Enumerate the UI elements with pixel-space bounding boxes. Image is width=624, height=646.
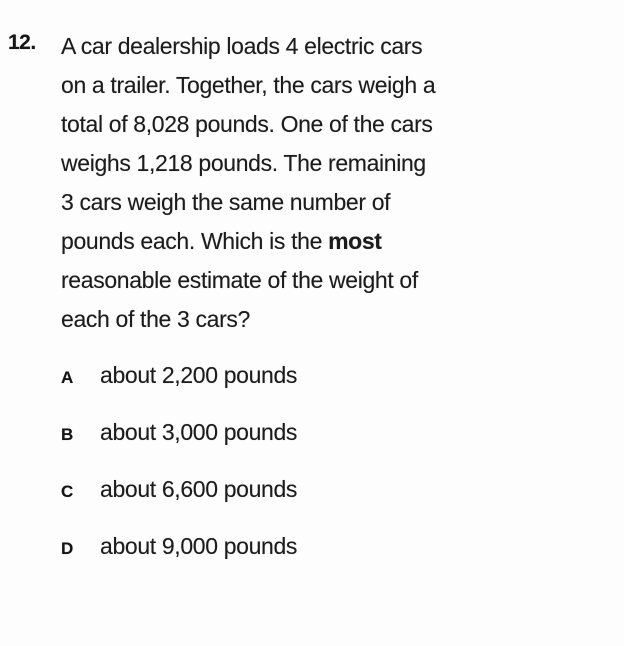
answer-choices bbox=[61, 362, 297, 590]
question-line-2: on a trailer. Together, the cars weigh a bbox=[61, 72, 436, 98]
choice-a bbox=[61, 362, 297, 391]
question-line-4: weighs 1,218 pounds. The remaining bbox=[61, 150, 426, 176]
choice-c-text: about 6,600 pounds bbox=[100, 476, 298, 502]
choice-a-text: about 2,200 pounds bbox=[100, 362, 298, 388]
question-bold-word: most bbox=[328, 228, 382, 254]
question-line-1: A car dealership loads 4 electric cars bbox=[61, 33, 423, 59]
choice-c-letter: C bbox=[61, 482, 74, 501]
question-line-5: 3 cars weigh the same number of bbox=[61, 189, 391, 215]
choice-b-letter: B bbox=[61, 425, 74, 444]
question-line-3: total of 8,028 pounds. One of the cars bbox=[61, 111, 433, 137]
choice-d-letter: D bbox=[61, 539, 74, 558]
choice-c bbox=[61, 476, 297, 505]
choice-d-text: about 9,000 pounds bbox=[100, 533, 298, 559]
choice-d bbox=[61, 533, 297, 562]
question-number: 12. bbox=[8, 31, 36, 54]
choice-a-letter: A bbox=[61, 368, 74, 387]
question-line-6 bbox=[61, 222, 601, 261]
question-line-8: each of the 3 cars? bbox=[61, 306, 250, 332]
question-text bbox=[61, 27, 601, 339]
question-line-7: reasonable estimate of the weight of bbox=[61, 267, 418, 293]
choice-b-text: about 3,000 pounds bbox=[100, 419, 298, 445]
question-line-6-text: pounds each. Which is the bbox=[61, 228, 329, 254]
choice-b bbox=[61, 419, 297, 448]
